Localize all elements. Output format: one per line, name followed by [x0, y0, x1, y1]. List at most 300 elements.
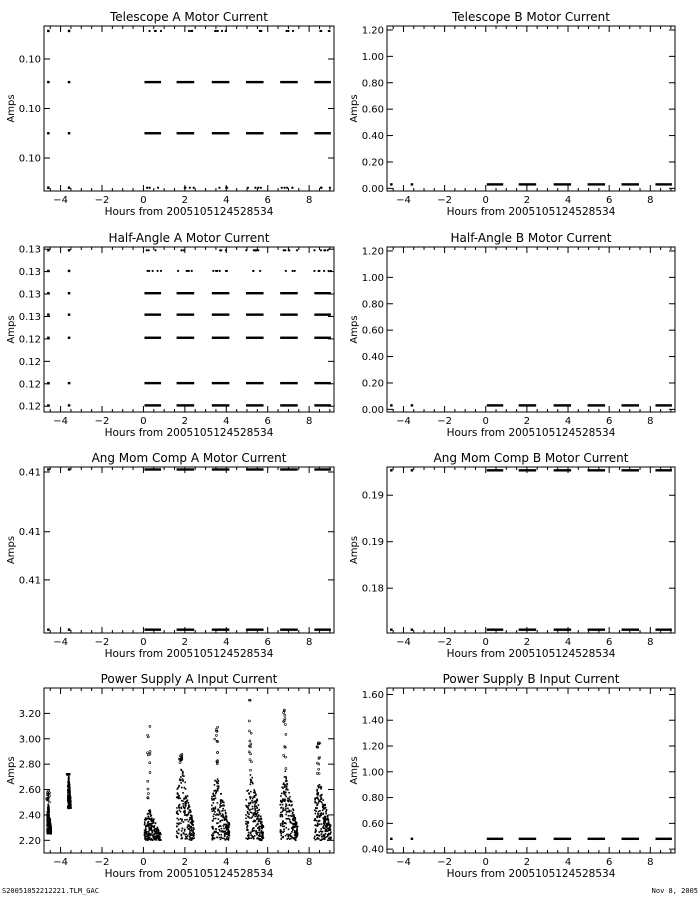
y-tick-label: 0.60 [361, 325, 384, 337]
data-point [256, 838, 258, 840]
data-segment [314, 404, 331, 406]
data-segment [144, 468, 161, 470]
data-segment [246, 292, 264, 294]
data-point [188, 821, 190, 823]
data-point [181, 787, 183, 789]
data-point [149, 750, 151, 752]
data-point [179, 778, 181, 780]
x-tick-label: 2 [523, 416, 531, 427]
data-point [261, 830, 263, 832]
data-point [282, 816, 284, 818]
x-tick-label: 4 [564, 195, 572, 206]
data-point [250, 791, 252, 793]
data-segment [177, 337, 195, 339]
data-point [215, 818, 217, 820]
data-segment [519, 183, 536, 185]
data-segment [588, 469, 605, 471]
data-point [390, 628, 393, 630]
x-tick-label: 0 [140, 637, 147, 648]
data-point [254, 830, 256, 832]
data-point [252, 808, 254, 810]
data-point [327, 249, 329, 251]
x-tick-label: 6 [264, 416, 271, 427]
data-point [290, 801, 292, 803]
data-point [253, 827, 255, 829]
data-segment [280, 132, 298, 134]
data-point [178, 805, 180, 807]
data-point [290, 822, 292, 824]
data-point [47, 249, 50, 251]
data-point [259, 834, 261, 836]
data-point [145, 831, 147, 833]
data-point [68, 337, 71, 339]
data-point [248, 792, 250, 794]
data-point [290, 838, 292, 840]
data-point [48, 805, 50, 807]
data-point [154, 829, 156, 831]
data-point [178, 828, 180, 830]
data-point [184, 829, 186, 831]
data-point [285, 835, 287, 837]
y-tick-label: 0.10 [18, 153, 41, 165]
data-segment [588, 183, 605, 185]
x-tick-label: 0 [140, 857, 147, 868]
data-point [49, 795, 51, 797]
data-segment [246, 382, 264, 384]
data-point [158, 830, 160, 832]
data-point [218, 834, 220, 836]
data-point [218, 187, 220, 189]
data-point [250, 838, 252, 840]
data-points [47, 30, 331, 189]
data-point [184, 782, 186, 784]
data-point [250, 803, 252, 805]
data-point [213, 802, 215, 804]
data-point [214, 795, 216, 797]
y-tick-label: 3.00 [18, 734, 41, 746]
data-point [47, 270, 50, 272]
data-point [187, 808, 189, 810]
data-segment [280, 292, 298, 294]
data-point [296, 830, 298, 832]
data-point [188, 811, 190, 813]
x-tick-label: 6 [605, 637, 613, 648]
data-point [213, 816, 215, 818]
data-point [225, 827, 227, 829]
data-point [288, 792, 290, 794]
data-point [327, 818, 329, 820]
data-point [314, 799, 316, 801]
data-point [220, 839, 222, 841]
data-point [213, 818, 215, 820]
x-tick-label: 4 [223, 195, 230, 206]
data-point [181, 807, 183, 809]
data-point [261, 828, 263, 830]
data-point [149, 811, 151, 813]
data-point [185, 797, 187, 799]
data-point [187, 800, 189, 802]
data-point [48, 815, 50, 817]
data-point [223, 831, 225, 833]
data-point [148, 249, 150, 251]
y-tick-label: 0.40 [361, 844, 384, 856]
data-point [390, 469, 393, 471]
data-point [322, 835, 324, 837]
data-point [150, 829, 152, 831]
y-tick-label: 1.00 [361, 51, 384, 63]
data-point [258, 809, 260, 811]
x-tick-label: −4 [396, 857, 411, 868]
data-point [185, 788, 187, 790]
data-point [176, 835, 178, 837]
data-point [254, 820, 256, 822]
data-point [215, 791, 217, 793]
data-point [214, 832, 216, 834]
data-segment [280, 313, 298, 315]
x-tick-label: 2 [181, 195, 189, 206]
data-point [292, 30, 294, 32]
data-point [280, 812, 282, 814]
data-point [179, 797, 181, 799]
data-point [157, 836, 159, 838]
data-point [182, 828, 184, 830]
data-segment [212, 292, 230, 294]
data-point [146, 818, 148, 820]
data-point [228, 839, 230, 841]
data-point [327, 834, 329, 836]
data-point [145, 827, 147, 829]
data-point [315, 808, 317, 810]
data-point [218, 826, 220, 828]
data-point [253, 789, 255, 791]
data-segment [177, 382, 195, 384]
data-point [257, 187, 259, 189]
data-point [296, 827, 298, 829]
data-point [283, 828, 285, 830]
x-tick-label: 0 [482, 857, 489, 868]
data-segment [212, 337, 230, 339]
data-point [211, 805, 213, 807]
data-segment [246, 404, 264, 406]
data-point [191, 817, 193, 819]
data-point [180, 249, 182, 251]
data-point [176, 807, 178, 809]
data-point [191, 819, 193, 821]
data-point [250, 774, 252, 776]
data-point [282, 826, 284, 828]
y-tick-label: 0.12 [18, 334, 41, 346]
data-point [146, 833, 148, 835]
data-point [215, 828, 217, 830]
data-segment [655, 404, 671, 406]
data-point [220, 813, 222, 815]
data-point [323, 817, 325, 819]
data-point [319, 823, 321, 825]
data-point [260, 30, 262, 32]
data-point [320, 788, 322, 790]
data-point [290, 810, 292, 812]
data-point [222, 808, 224, 810]
data-point [223, 805, 225, 807]
data-point [225, 825, 227, 827]
y-tick-label: 0.19 [361, 490, 384, 502]
x-tick-label: 2 [181, 416, 189, 427]
data-point [250, 753, 252, 755]
data-point [280, 800, 282, 802]
x-tick-label: −2 [437, 637, 452, 648]
data-point [222, 837, 224, 839]
y-axis-label: Amps [6, 535, 17, 565]
data-point [314, 819, 316, 821]
data-point [184, 830, 186, 832]
data-segment [622, 469, 639, 471]
data-point [69, 792, 71, 794]
data-point [218, 785, 220, 787]
data-point [48, 807, 50, 809]
data-point [150, 825, 152, 827]
data-point [188, 30, 190, 32]
data-point [153, 827, 155, 829]
data-point [213, 813, 215, 815]
data-point [47, 812, 49, 814]
data-point [69, 788, 71, 790]
data-point [296, 823, 298, 825]
data-point [68, 249, 71, 251]
data-segment [212, 628, 230, 630]
data-point [146, 752, 148, 754]
chart-title: Telescope A Motor Current [110, 10, 268, 24]
y-tick-label: 0.13 [18, 267, 41, 279]
data-point [321, 823, 323, 825]
x-tick-label: 0 [482, 637, 489, 648]
data-point [225, 832, 227, 834]
data-point [211, 796, 213, 798]
data-segment [280, 628, 298, 630]
data-point [212, 810, 214, 812]
data-point [325, 819, 327, 821]
data-point [257, 812, 259, 814]
x-tick-label: 8 [647, 637, 654, 648]
data-point [216, 782, 218, 784]
data-point [149, 187, 151, 189]
data-point [317, 822, 319, 824]
data-point [149, 838, 151, 840]
data-point [288, 818, 290, 820]
data-point [247, 808, 249, 810]
data-point [188, 270, 190, 272]
data-point [50, 831, 52, 833]
data-point [215, 30, 217, 32]
x-tick-label: 8 [647, 195, 654, 206]
data-point [177, 792, 179, 794]
data-point [149, 809, 151, 811]
data-point [227, 836, 229, 838]
data-point [147, 839, 149, 841]
data-point [186, 801, 188, 803]
data-segment [212, 313, 230, 315]
data-point [152, 839, 154, 841]
data-point [285, 30, 287, 32]
data-point [315, 813, 317, 815]
data-point [160, 270, 162, 272]
data-segment [280, 382, 298, 384]
data-point [225, 30, 227, 32]
data-point [68, 468, 71, 470]
data-point [68, 270, 71, 272]
data-point [182, 792, 184, 794]
y-tick-label: 0.18 [361, 583, 384, 595]
data-point [47, 822, 49, 824]
data-point [250, 796, 252, 798]
data-point [320, 834, 322, 836]
data-segment [177, 81, 195, 83]
data-point [287, 799, 289, 801]
data-point [318, 772, 320, 774]
data-point [282, 836, 284, 838]
data-point [252, 830, 254, 832]
data-point [212, 837, 214, 839]
data-point [68, 778, 70, 780]
data-point [47, 814, 49, 816]
data-point [280, 795, 282, 797]
data-point [219, 806, 221, 808]
data-point [69, 801, 71, 803]
data-segment [622, 404, 639, 406]
data-point [317, 837, 319, 839]
data-point [248, 805, 250, 807]
data-point [189, 187, 191, 189]
data-point [329, 187, 331, 189]
data-point [254, 187, 256, 189]
data-point [178, 796, 180, 798]
data-point [47, 313, 50, 315]
data-point [293, 816, 295, 818]
chart-title: Power Supply A Input Current [100, 672, 278, 686]
data-point [147, 816, 149, 818]
data-point [68, 782, 70, 784]
data-point [250, 761, 252, 763]
data-point [220, 825, 222, 827]
data-point [150, 828, 152, 830]
x-tick-label: 4 [223, 637, 230, 648]
data-point [213, 838, 215, 840]
data-points [390, 469, 672, 631]
data-point [248, 720, 250, 722]
data-point [279, 804, 281, 806]
data-point [153, 818, 155, 820]
data-segment [487, 838, 503, 840]
data-point [221, 810, 223, 812]
data-point [324, 837, 326, 839]
data-point [411, 183, 414, 185]
x-tick-label: −2 [94, 416, 110, 427]
y-tick-label: 0.19 [361, 537, 384, 549]
plot-frame [387, 247, 675, 412]
data-point [316, 838, 318, 840]
x-tick-label: 0 [140, 416, 147, 427]
data-point [285, 818, 287, 820]
data-point [181, 819, 183, 821]
data-point [160, 30, 162, 32]
data-point [319, 810, 321, 812]
data-point [283, 249, 285, 251]
data-point [285, 770, 287, 772]
data-point [183, 249, 185, 251]
data-point [220, 805, 222, 807]
data-point [286, 785, 288, 787]
data-point [285, 827, 287, 829]
data-point [411, 838, 414, 840]
footer-filename: S20051052212221.TLM_GAC [2, 887, 99, 895]
data-point [187, 826, 189, 828]
data-point [288, 828, 290, 830]
data-point [211, 834, 213, 836]
data-point [330, 837, 332, 839]
data-point [185, 805, 187, 807]
y-tick-label: 0.80 [361, 78, 384, 90]
plot-frame [387, 467, 675, 633]
data-point [318, 768, 320, 770]
data-point [190, 826, 192, 828]
data-point [176, 823, 178, 825]
data-point [47, 628, 50, 630]
x-tick-label: −4 [53, 857, 68, 868]
data-point [315, 828, 317, 830]
x-tick-label: −2 [437, 195, 452, 206]
data-point [252, 783, 254, 785]
data-point [324, 249, 326, 251]
data-point [215, 806, 217, 808]
data-point [257, 810, 259, 812]
data-point [280, 838, 282, 840]
data-point [148, 826, 150, 828]
data-point [179, 762, 181, 764]
data-point [150, 839, 152, 841]
data-point [213, 798, 215, 800]
data-point [185, 836, 187, 838]
data-point [326, 826, 328, 828]
data-point [323, 270, 325, 272]
data-point [317, 785, 319, 787]
data-point [291, 804, 293, 806]
data-point [226, 270, 228, 272]
data-segment [280, 404, 298, 406]
data-point [250, 781, 252, 783]
data-point [328, 819, 330, 821]
data-point [254, 249, 256, 251]
data-point [46, 831, 48, 833]
data-point [69, 797, 71, 799]
data-point [222, 815, 224, 817]
data-point [327, 815, 329, 817]
data-segment [246, 132, 264, 134]
data-point [47, 337, 50, 339]
data-point [216, 270, 218, 272]
data-point [285, 808, 287, 810]
data-segment [487, 628, 503, 630]
data-point [153, 836, 155, 838]
data-point [284, 718, 286, 720]
data-point [286, 187, 288, 189]
data-point [314, 839, 316, 841]
data-point [296, 249, 298, 251]
data-point [251, 800, 253, 802]
plot-frame [387, 26, 675, 191]
data-point [155, 828, 157, 830]
data-point [47, 187, 50, 189]
data-point [180, 782, 182, 784]
data-point [254, 806, 256, 808]
